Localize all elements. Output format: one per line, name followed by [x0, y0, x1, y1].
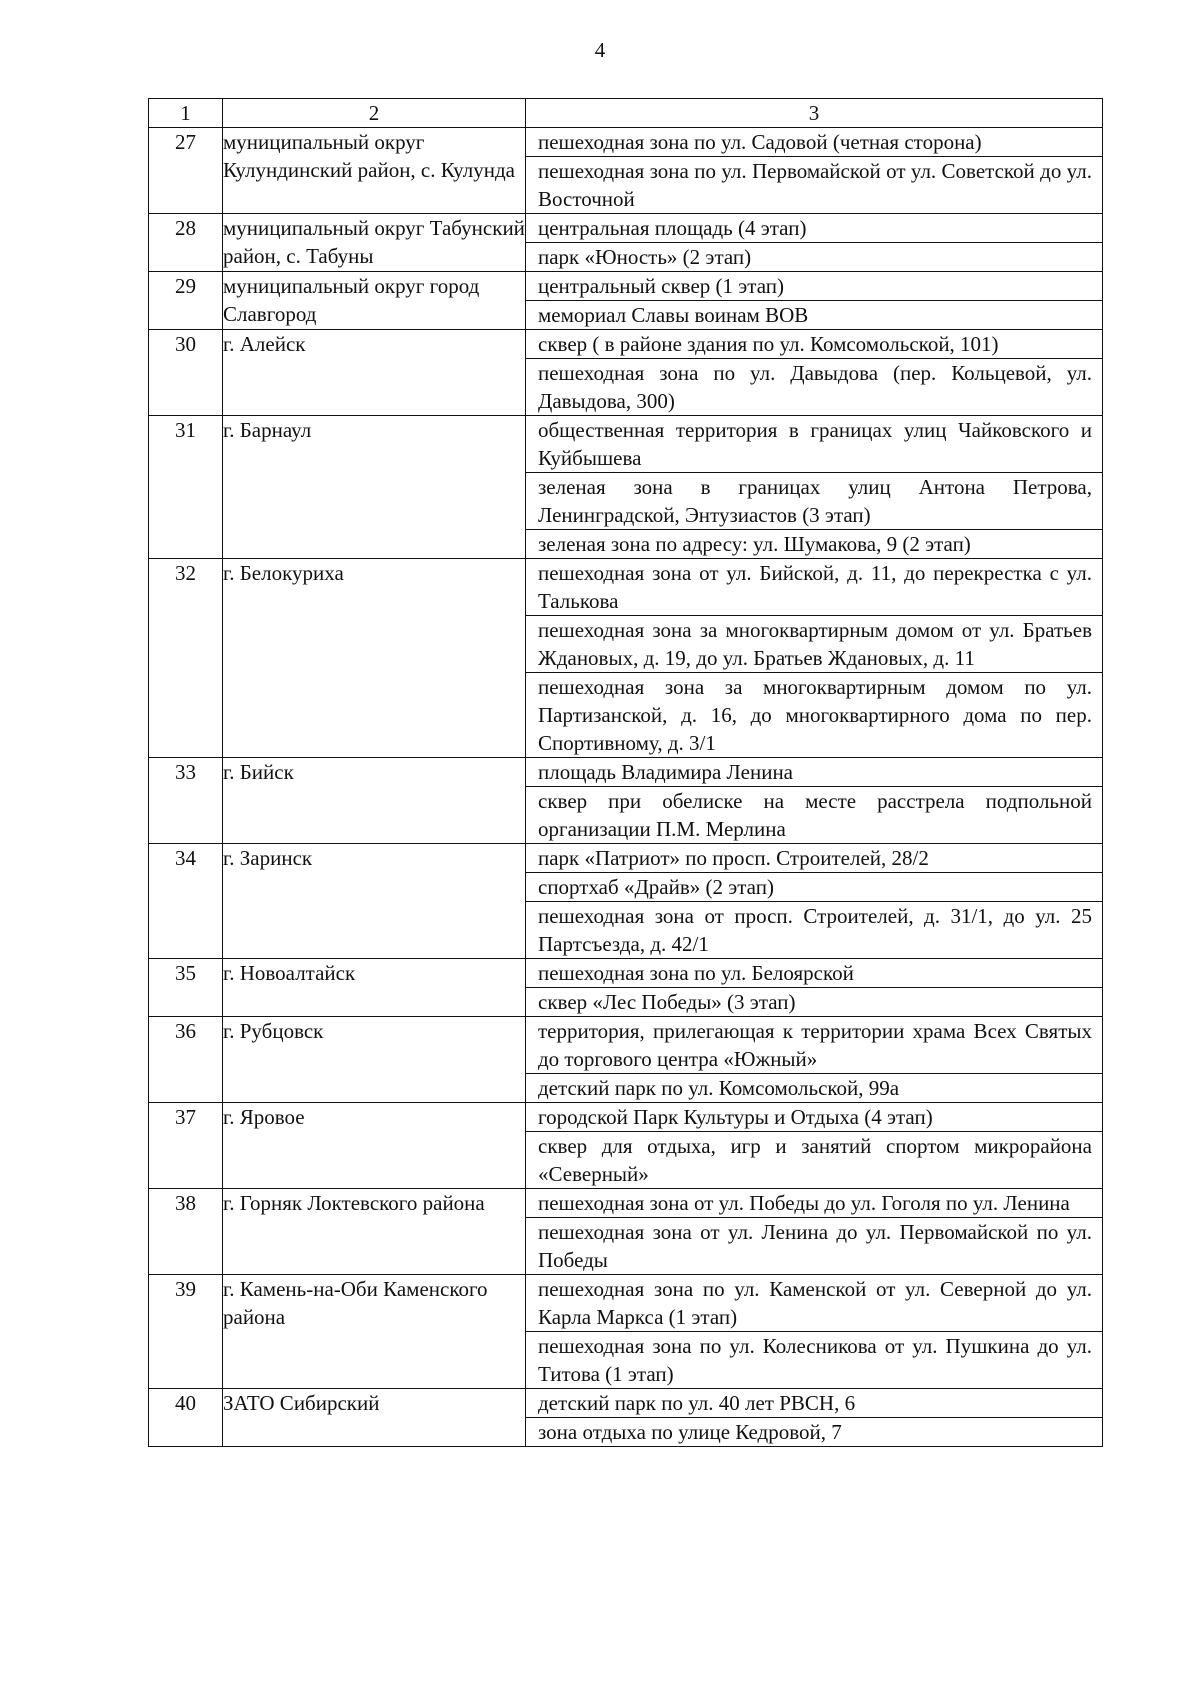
territory-item: зона отдыха по улице Кедровой, 7 [538, 1420, 842, 1444]
table-header-row [149, 99, 1103, 128]
territory-item: пешеходная зона от ул. Победы до ул. Гоголя по ул. Ленина [526, 1189, 1102, 1218]
municipality-cell: г. Камень-на-Оби Каменского района [223, 1275, 526, 1389]
municipality-cell: г. Новоалтайск [223, 959, 526, 1017]
municipality-cell: муниципальный округ Табунский район, с. Табуны [223, 214, 526, 272]
territories-table [148, 98, 1103, 1447]
territories-cell [526, 1275, 1103, 1389]
table-row [149, 1103, 1103, 1189]
table-row [149, 1017, 1103, 1103]
territory-item: пешеходная зона за многоквартирным домом от ул. Братьев Ждановых, д. 19, до ул. Братьев Ждановых, д. 11 [526, 616, 1102, 673]
territory-item: пешеходная зона по ул. Давыдова (пер. Кольцевой, ул. Давыдова, 300) [538, 361, 1092, 413]
row-number: 37 [149, 1103, 223, 1189]
territories-cell [526, 214, 1103, 272]
territories-cell [526, 1103, 1103, 1189]
municipality-cell: муниципальный округ Кулундинский район, с. Кулунда [223, 128, 526, 214]
territory-item: детский парк по ул. Комсомольской, 99а [538, 1076, 900, 1100]
territory-item: пешеходная зона за многоквартирным домом по ул. Партизанской, д. 16, до многоквартирного дома по пер. Спортивному, д. 3/1 [538, 675, 1092, 755]
row-number: 30 [149, 330, 223, 416]
municipality-cell: г. Горняк Локтевского района [223, 1189, 526, 1275]
territory-item: зеленая зона по адресу: ул. Шумакова, 9 (2 этап) [538, 532, 971, 556]
territory-item: пешеходная зона по ул. Каменской от ул. Северной до ул. Карла Маркса (1 этап) [526, 1275, 1102, 1332]
territory-item: сквер при обелиске на месте расстрела подпольной организации П.М. Мерлина [538, 789, 1092, 841]
territories-cell [526, 330, 1103, 416]
territory-item: общественная территория в границах улиц Чайковского и Куйбышева [526, 416, 1102, 473]
table-body [149, 128, 1103, 1447]
row-number: 29 [149, 272, 223, 330]
municipality-cell: ЗАТО Сибирский [223, 1389, 526, 1447]
territory-item: пешеходная зона по ул. Первомайской от ул. Советской до ул. Восточной [538, 159, 1092, 211]
municipality-cell: г. Барнаул [223, 416, 526, 559]
row-number: 28 [149, 214, 223, 272]
territory-item: парк «Патриот» по просп. Строителей, 28/2 [526, 844, 1102, 873]
territory-item: центральная площадь (4 этап) [526, 214, 1102, 243]
table-row [149, 1189, 1103, 1275]
row-number: 31 [149, 416, 223, 559]
table-row [149, 416, 1103, 559]
territory-item: пешеходная зона по ул. Колесникова от ул. Пушкина до ул. Титова (1 этап) [538, 1334, 1092, 1386]
row-number: 27 [149, 128, 223, 214]
row-number: 35 [149, 959, 223, 1017]
territory-item: пешеходная зона по ул. Белоярской [526, 959, 1102, 988]
territory-item: центральный сквер (1 этап) [526, 272, 1102, 301]
municipality-cell: г. Алейск [223, 330, 526, 416]
territories-cell [526, 416, 1103, 559]
table-row [149, 214, 1103, 272]
row-number: 34 [149, 844, 223, 959]
table-row [149, 272, 1103, 330]
territory-item: парк «Юность» (2 этап) [538, 245, 752, 269]
column-header-3: 3 [526, 99, 1103, 128]
row-number: 36 [149, 1017, 223, 1103]
territories-cell [526, 1017, 1103, 1103]
table-row [149, 1275, 1103, 1389]
column-header-1: 1 [149, 99, 223, 128]
row-number: 33 [149, 758, 223, 844]
municipality-cell: г. Яровое [223, 1103, 526, 1189]
territory-item: территория, прилегающая к территории храма Всех Святых до торгового центра «Южный» [526, 1017, 1102, 1074]
column-header-2: 2 [223, 99, 526, 128]
territory-item: детский парк по ул. 40 лет РВСН, 6 [526, 1389, 1102, 1418]
row-number: 32 [149, 559, 223, 758]
territory-item: сквер ( в районе здания по ул. Комсомольской, 101) [526, 330, 1102, 359]
territory-item: пешеходная зона от просп. Строителей, д. 31/1, до ул. 25 Партсъезда, д. 42/1 [538, 904, 1092, 956]
territory-item: зеленая зона в границах улиц Антона Петрова, Ленинградской, Энтузиастов (3 этап) [526, 473, 1102, 530]
municipality-cell: г. Бийск [223, 758, 526, 844]
municipality-cell: г. Заринск [223, 844, 526, 959]
table-row [149, 844, 1103, 959]
territory-item: мемориал Славы воинам ВОВ [538, 303, 809, 327]
territory-item: сквер для отдыха, игр и занятий спортом микрорайона «Северный» [538, 1134, 1092, 1186]
territory-item: спортхаб «Драйв» (2 этап) [526, 873, 1102, 902]
territories-cell [526, 758, 1103, 844]
territory-item: пешеходная зона от ул. Бийской, д. 11, до перекрестка с ул. Талькова [526, 559, 1102, 616]
territory-item: сквер «Лес Победы» (3 этап) [538, 990, 796, 1014]
territory-item: площадь Владимира Ленина [526, 758, 1102, 787]
page-number: 4 [594, 38, 606, 62]
table-row [149, 1389, 1103, 1447]
territory-item: городской Парк Культуры и Отдыха (4 этап) [526, 1103, 1102, 1132]
row-number: 38 [149, 1189, 223, 1275]
territories-cell [526, 959, 1103, 1017]
table-row [149, 128, 1103, 214]
table-row [149, 758, 1103, 844]
territories-cell [526, 559, 1103, 758]
territories-cell [526, 844, 1103, 959]
row-number: 40 [149, 1389, 223, 1447]
table-row [149, 330, 1103, 416]
table-row [149, 959, 1103, 1017]
municipality-cell: г. Рубцовск [223, 1017, 526, 1103]
territories-cell [526, 1189, 1103, 1275]
territories-cell [526, 272, 1103, 330]
territory-item: пешеходная зона по ул. Садовой (четная сторона) [526, 128, 1102, 157]
territories-cell [526, 128, 1103, 214]
table-row [149, 559, 1103, 758]
row-number: 39 [149, 1275, 223, 1389]
municipality-cell: г. Белокуриха [223, 559, 526, 758]
municipality-cell: муниципальный округ город Славгород [223, 272, 526, 330]
territories-cell [526, 1389, 1103, 1447]
territory-item: пешеходная зона от ул. Ленина до ул. Первомайской по ул. Победы [538, 1220, 1092, 1272]
